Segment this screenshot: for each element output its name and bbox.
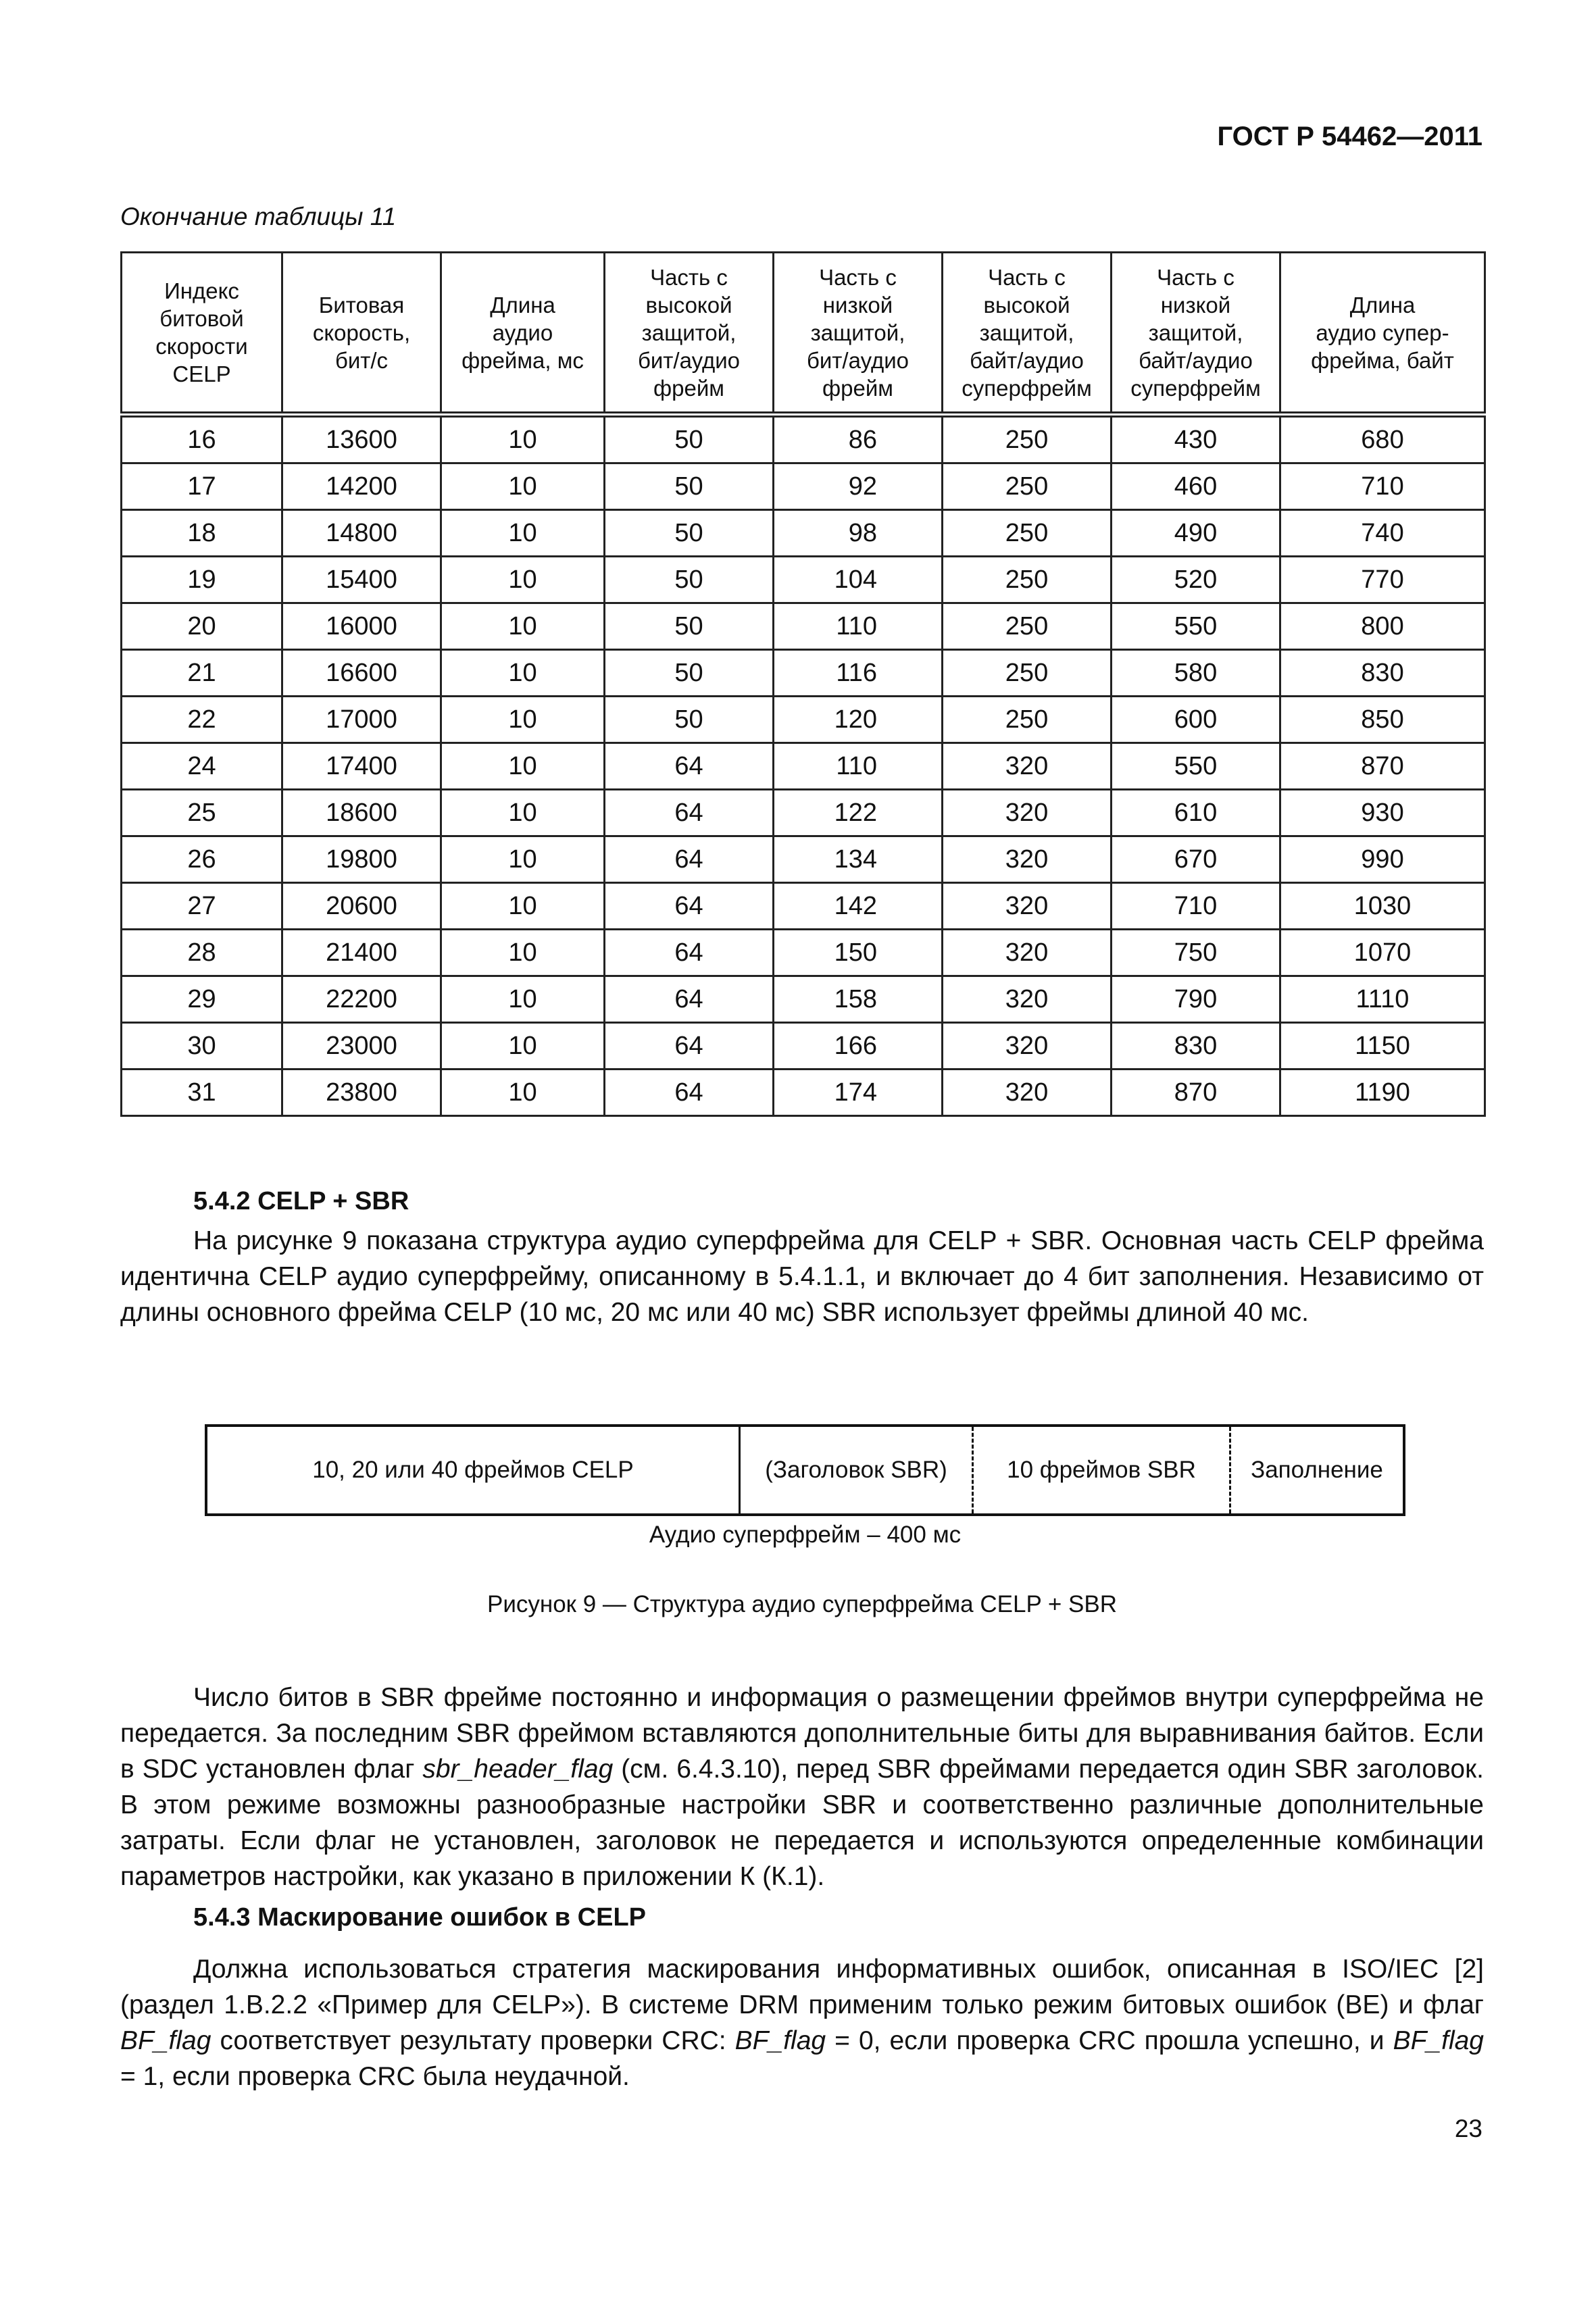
table-cell: 1030: [1280, 883, 1485, 930]
table-row: [122, 883, 1485, 930]
table-cell: 15400: [282, 557, 441, 603]
table-cell: 14800: [282, 510, 441, 557]
figure-caption: Рисунок 9 — Структура аудио суперфрейма CELP + SBR: [487, 1591, 1118, 1617]
table-cell: 10: [441, 976, 605, 1023]
table-cell: 430: [1112, 415, 1280, 463]
table-cell: 31: [122, 1070, 282, 1116]
table-row: [122, 1070, 1485, 1116]
table-cell: 850: [1280, 697, 1485, 743]
table-cell: 10: [441, 557, 605, 603]
table-cell: 550: [1112, 603, 1280, 650]
table-cell: 250: [943, 697, 1112, 743]
table-row: [122, 790, 1485, 836]
table-cell: 110: [774, 603, 943, 650]
table-cell: 92: [774, 463, 943, 510]
table-cell: 50: [605, 557, 774, 603]
table-cell: 64: [605, 976, 774, 1023]
table-cell: 870: [1280, 743, 1485, 790]
table-cell: 24: [122, 743, 282, 790]
table-cell: 10: [441, 650, 605, 697]
table-cell: 10: [441, 930, 605, 976]
table-cell: 86: [774, 415, 943, 463]
table-cell: 1190: [1280, 1070, 1485, 1116]
table-cell: 800: [1280, 603, 1485, 650]
section-542-paragraph: На рисунке 9 показана структура аудио суперфрейма для CELP + SBR. Основная часть CELP фрейма идентична CELP аудио суперфрейму, описанному в 5.4.1.1, и включает до 4 бит заполнения. Независимо от длины основного фрейма CELP (10 мс, 20 мс или 40 мс) SBR использует фреймы длиной 40 мс.: [120, 1226, 1484, 1327]
table-cell: 174: [774, 1070, 943, 1116]
table-cell: 134: [774, 836, 943, 883]
table-cell: 142: [774, 883, 943, 930]
table-cell: 320: [943, 1023, 1112, 1070]
table-cell: 64: [605, 743, 774, 790]
table-cell: 116: [774, 650, 943, 697]
table-cell: 64: [605, 1023, 774, 1070]
table-cell: 20: [122, 603, 282, 650]
table-cell: 122: [774, 790, 943, 836]
table-cell: 26: [122, 836, 282, 883]
table-cell: 64: [605, 883, 774, 930]
table-cell: 21400: [282, 930, 441, 976]
table-row: [122, 976, 1485, 1023]
table-cell: 10: [441, 603, 605, 650]
table-cell: 18600: [282, 790, 441, 836]
bitrate-table: [120, 251, 1486, 1117]
table-cell: 710: [1280, 463, 1485, 510]
section-heading-542: 5.4.2 CELP + SBR: [193, 1187, 409, 1215]
table-cell: 320: [943, 883, 1112, 930]
bf-flag-1: BF_flag: [120, 2026, 211, 2055]
page-number: 23: [1454, 2115, 1482, 2142]
table-cell: 30: [122, 1023, 282, 1070]
table-cell: 870: [1112, 1070, 1280, 1116]
table-row: [122, 510, 1485, 557]
table-cell: 13600: [282, 415, 441, 463]
table-cell: 50: [605, 415, 774, 463]
table-cell: 50: [605, 463, 774, 510]
table-cell: 14200: [282, 463, 441, 510]
table-cell: 29: [122, 976, 282, 1023]
superframe-label: Аудио суперфрейм – 400 мс: [649, 1521, 962, 1548]
table-cell: 19: [122, 557, 282, 603]
table-cell: 17: [122, 463, 282, 510]
table-cell: 104: [774, 557, 943, 603]
sbr-header-block: (Заголовок SBR): [741, 1427, 974, 1513]
table-cell: 320: [943, 1070, 1112, 1116]
table-cell: 17400: [282, 743, 441, 790]
table-cell: 990: [1280, 836, 1485, 883]
col-header-low-protect-bits: Часть с низкой защитой, бит/аудио фрейм: [774, 253, 943, 415]
table-cell: 110: [774, 743, 943, 790]
table-cell: 50: [605, 650, 774, 697]
table-caption: Окончание таблицы 11: [120, 203, 397, 230]
section-heading-543: 5.4.3 Маскирование ошибок в CELP: [193, 1903, 647, 1932]
bf-flag-2: BF_flag: [734, 2026, 826, 2055]
table-cell: 680: [1280, 415, 1485, 463]
col-header-high-protect-bits: Часть с высокой защитой, бит/аудио фрейм: [605, 253, 774, 415]
table-cell: 64: [605, 930, 774, 976]
table-cell: 1150: [1280, 1023, 1485, 1070]
table-cell: 22: [122, 697, 282, 743]
table-cell: 64: [605, 836, 774, 883]
table-cell: 790: [1112, 976, 1280, 1023]
table-cell: 50: [605, 697, 774, 743]
table-cell: 17000: [282, 697, 441, 743]
table-cell: 670: [1112, 836, 1280, 883]
table-cell: 16000: [282, 603, 441, 650]
table-cell: 750: [1112, 930, 1280, 976]
table-cell: 64: [605, 1070, 774, 1116]
table-cell: 64: [605, 790, 774, 836]
table-cell: 120: [774, 697, 943, 743]
table-cell: 320: [943, 836, 1112, 883]
table-cell: 610: [1112, 790, 1280, 836]
col-header-index: Индекс битовой скорости CELP: [122, 253, 282, 415]
table-cell: 166: [774, 1023, 943, 1070]
bf-flag-3: BF_flag: [1393, 2026, 1484, 2055]
sbr-paragraph: Число битов в SBR фрейме постоянно и информация о размещении фреймов внутри суперфрейма не передается. За последним SBR фреймом вставляются дополнительные биты для выравнивания байтов. Если в SDC установлен флаг sbr_header_flag (см. 6.4.3.10), перед SBR фреймами передается один SBR заголовок. В этом режиме возможны разнообразные настройки SBR и соответственно различные дополнительные затраты. Если флаг не установлен, заголовок не передается и используются определенные комбинации параметров настройки, как указано в приложении К (К.1).: [120, 1683, 1484, 1891]
col-header-low-protect-bytes: Часть с низкой защитой, байт/аудио суперфрейм: [1112, 253, 1280, 415]
table-cell: 20600: [282, 883, 441, 930]
col-header-bitrate: Битовая скорость, бит/с: [282, 253, 441, 415]
table-cell: 10: [441, 836, 605, 883]
table-row: [122, 463, 1485, 510]
table-cell: 250: [943, 557, 1112, 603]
table-row: [122, 415, 1485, 463]
table-cell: 98: [774, 510, 943, 557]
section-543-paragraph: Должна использоваться стратегия маскирования информативных ошибок, описанная в ISO/IEC [2] (раздел 1.В.2.2 «Пример для CELP»). В системе DRM применим только режим битовых ошибок (BE) и флаг BF_flag соответствует результату проверки CRC: BF_flag = 0, если проверка CRC прошла успешно, и BF_flag = 1, если проверка CRC была неудачной.: [120, 1955, 1484, 2091]
table-cell: 520: [1112, 557, 1280, 603]
table-row: [122, 1023, 1485, 1070]
document-id: ГОСТ Р 54462—2011: [1217, 122, 1482, 151]
table-cell: 21: [122, 650, 282, 697]
col-header-superframe-length: Длина аудио супер- фрейма, байт: [1280, 253, 1485, 415]
table-cell: 250: [943, 650, 1112, 697]
table-cell: 10: [441, 697, 605, 743]
table-cell: 320: [943, 930, 1112, 976]
superframe-diagram: [205, 1424, 1405, 1516]
table-cell: 18: [122, 510, 282, 557]
table-cell: 710: [1112, 883, 1280, 930]
table-row: [122, 557, 1485, 603]
table-row: [122, 603, 1485, 650]
sbr-frames-block: 10 фреймов SBR: [974, 1427, 1231, 1513]
table-row: [122, 743, 1485, 790]
table-cell: 1110: [1280, 976, 1485, 1023]
table-cell: 50: [605, 510, 774, 557]
table-cell: 16600: [282, 650, 441, 697]
table-cell: 28: [122, 930, 282, 976]
table-cell: 740: [1280, 510, 1485, 557]
table-cell: 250: [943, 603, 1112, 650]
table-cell: 770: [1280, 557, 1485, 603]
table-cell: 930: [1280, 790, 1485, 836]
table-cell: 50: [605, 603, 774, 650]
table-cell: 250: [943, 415, 1112, 463]
table-cell: 23000: [282, 1023, 441, 1070]
table-header-row: [122, 253, 1485, 415]
table-cell: 10: [441, 883, 605, 930]
table-cell: 250: [943, 510, 1112, 557]
table-row: [122, 930, 1485, 976]
table-cell: 460: [1112, 463, 1280, 510]
table-cell: 27: [122, 883, 282, 930]
table-cell: 250: [943, 463, 1112, 510]
table-row: [122, 836, 1485, 883]
table-cell: 1070: [1280, 930, 1485, 976]
table-cell: 10: [441, 510, 605, 557]
table-cell: 10: [441, 463, 605, 510]
table-cell: 10: [441, 743, 605, 790]
table-row: [122, 650, 1485, 697]
table-cell: 490: [1112, 510, 1280, 557]
col-header-high-protect-bytes: Часть с высокой защитой, байт/аудио суперфрейм: [943, 253, 1112, 415]
table-cell: 19800: [282, 836, 441, 883]
table-cell: 320: [943, 976, 1112, 1023]
table-cell: 25: [122, 790, 282, 836]
col-header-frame-length: Длина аудио фрейма, мс: [441, 253, 605, 415]
table-cell: 16: [122, 415, 282, 463]
table-cell: 320: [943, 743, 1112, 790]
table-cell: 22200: [282, 976, 441, 1023]
table-cell: 580: [1112, 650, 1280, 697]
table-cell: 23800: [282, 1070, 441, 1116]
celp-frames-block: 10, 20 или 40 фреймов CELP: [207, 1427, 741, 1513]
table-cell: 10: [441, 1070, 605, 1116]
table-cell: 320: [943, 790, 1112, 836]
table-cell: 158: [774, 976, 943, 1023]
table-row: [122, 697, 1485, 743]
table-cell: 150: [774, 930, 943, 976]
table-cell: 10: [441, 415, 605, 463]
padding-block: Заполнение: [1251, 1457, 1383, 1483]
table-cell: 830: [1112, 1023, 1280, 1070]
sbr-header-flag: sbr_header_flag: [422, 1755, 614, 1784]
table-cell: 600: [1112, 697, 1280, 743]
table-cell: 10: [441, 790, 605, 836]
table-cell: 10: [441, 1023, 605, 1070]
table-cell: 550: [1112, 743, 1280, 790]
table-cell: 830: [1280, 650, 1485, 697]
